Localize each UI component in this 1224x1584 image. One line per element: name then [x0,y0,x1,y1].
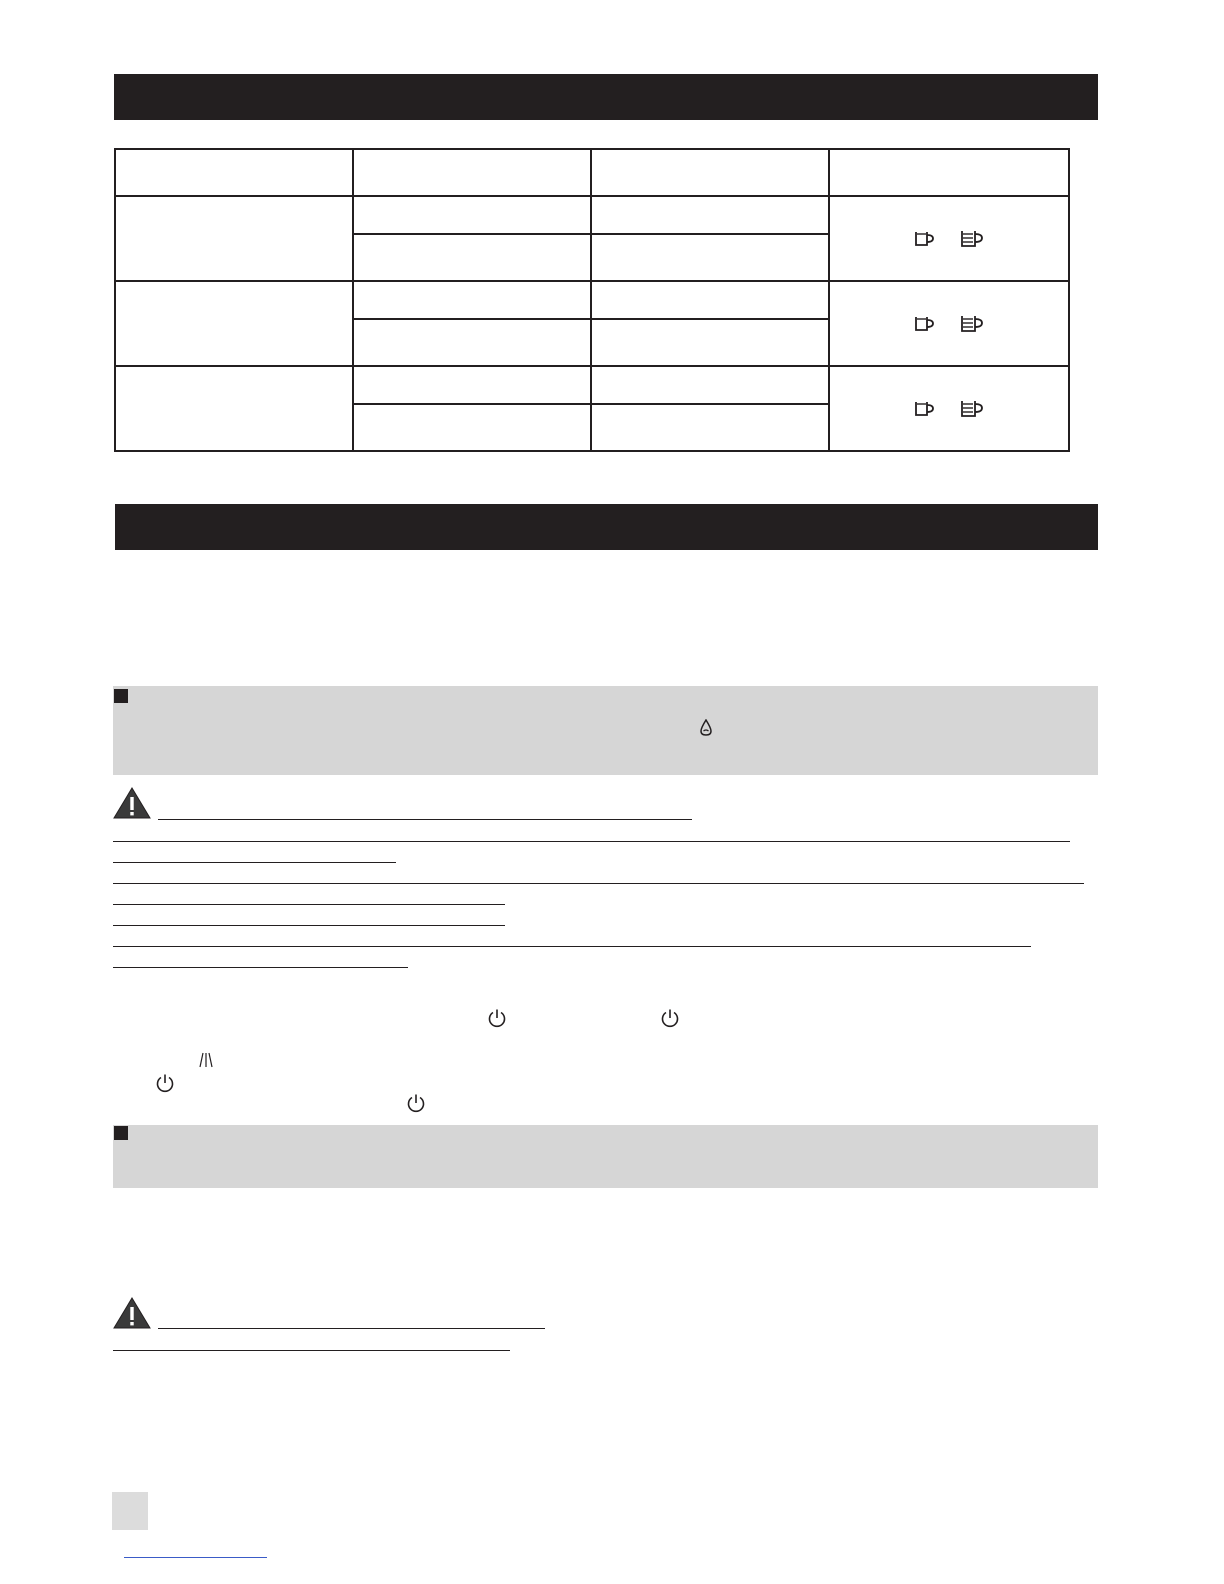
large-cup-icon [960,314,984,334]
table-cell [591,319,829,366]
table-cell [353,196,591,234]
table-row [115,366,1069,404]
large-cup-icon [960,229,984,249]
small-cup-icon [914,315,934,333]
table-cell [353,404,591,451]
table-cell [353,234,591,281]
large-cup-icon [960,399,984,419]
table-cell [591,196,829,234]
warning-title-underline [158,1328,545,1329]
page-number [112,1492,113,1493]
group-label-cell [115,366,353,451]
warning-text-underline [113,883,1084,884]
table-cell [353,319,591,366]
note-panel-2 [113,1125,1098,1188]
power-icon [155,1073,175,1093]
table-header-row [115,149,1069,196]
warning-text-underline [113,967,408,968]
table-row [115,196,1069,234]
warning-text-underline [113,841,1070,842]
group-label-cell [115,196,353,281]
table-cell [591,281,829,319]
cup-icons-cell [829,281,1069,366]
page-number-tab [112,1492,148,1530]
note-bullet-square [114,1126,128,1140]
warning-triangle-icon [112,786,152,820]
section-header-bar-middle [115,504,1098,550]
note-bullet-square [114,689,128,703]
power-icon [406,1093,426,1113]
table-cell [591,404,829,451]
table-header-cell [115,149,353,196]
table-header-cell [591,149,829,196]
warning-title-underline [158,819,692,820]
warning-text-underline [113,946,1031,947]
group-label-cell [115,281,353,366]
note-panel-1 [113,686,1098,775]
water-drop-icon [698,719,714,737]
power-icon [487,1008,507,1028]
small-cup-icon [914,230,934,248]
section-header-top-text [114,74,115,75]
table-cell [353,281,591,319]
table-cell [591,366,829,404]
cup-icons-cell [829,366,1069,451]
steam-icon [198,1051,214,1069]
warning-text-underline [113,1350,510,1351]
table-header-cell [353,149,591,196]
small-cup-icon [914,400,934,418]
warning-text-underline [113,862,396,863]
table-cell [353,366,591,404]
section-header-bar-top [114,74,1098,120]
warning-text-underline [113,925,505,926]
warning-triangle-icon [112,1296,152,1330]
table-header-cell [829,149,1069,196]
settings-table [114,148,1070,452]
cup-icons-cell [829,196,1069,281]
table-cell [591,234,829,281]
warning-text-underline [113,904,505,905]
power-icon [660,1008,680,1028]
section-header-middle-text [115,504,116,505]
table-row [115,281,1069,319]
footer-link-underline[interactable] [124,1557,267,1558]
